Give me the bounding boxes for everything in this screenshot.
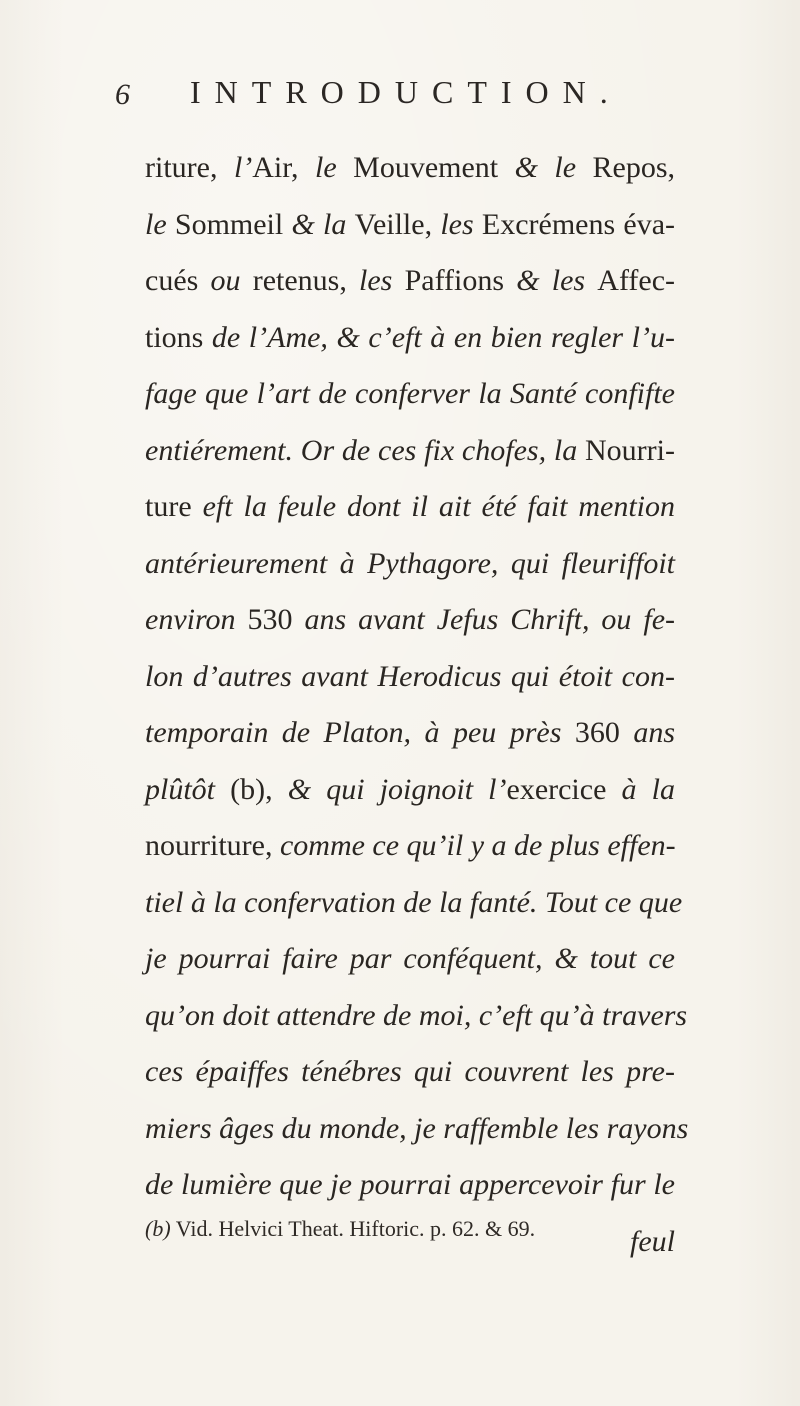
- text-segment: les: [359, 264, 405, 297]
- text-line: [145, 1101, 689, 1158]
- text-line: [145, 592, 675, 649]
- text-line: [145, 988, 688, 1045]
- footnote: [145, 1216, 535, 1242]
- text-segment: plûtôt: [145, 772, 231, 806]
- text-segment: entiérement. Or de ces fix chofes, la: [145, 433, 586, 467]
- text-segment: le: [315, 151, 354, 184]
- text-segment: retenus,: [252, 264, 360, 297]
- text-segment: ture: [145, 490, 203, 523]
- text-segment: nourriture,: [145, 829, 280, 862]
- text-segment: ces épaiffes ténébres qui couvrent les pre-: [145, 1055, 675, 1088]
- text-segment: je pourrai faire par conféquent, & tout ce: [145, 942, 675, 975]
- text-line: [145, 931, 675, 988]
- text-line: [145, 705, 675, 762]
- text-segment: miers âges du monde, je raffemble les rayons: [145, 1111, 689, 1145]
- text-line: [145, 197, 675, 254]
- text-segment: (b),: [230, 772, 288, 806]
- text-segment: qu’on doit attendre de moi, c’eft qu’à travers: [145, 998, 688, 1032]
- text-segment: de l’Ame, & c’eft à en bien regler l’u-: [211, 320, 675, 354]
- text-segment: le: [145, 207, 175, 241]
- text-line: [145, 536, 675, 593]
- text-segment: eft la feule dont il ait été fait mention: [202, 490, 675, 523]
- text-segment: 530: [247, 603, 305, 636]
- text-segment: lon d’autres avant Herodicus qui étoit con-: [145, 659, 675, 693]
- text-segment: Air,: [252, 151, 316, 184]
- text-segment: ou: [210, 264, 253, 297]
- footnote-text: Vid. Helvici Theat. Hiftoric. p. 62. & 69.: [170, 1216, 536, 1241]
- text-segment: & qui joignoit l’: [287, 772, 507, 806]
- text-segment: environ: [145, 603, 248, 636]
- text-segment: tions: [145, 320, 212, 354]
- page-header: [115, 70, 675, 120]
- text-segment: Veille,: [354, 207, 441, 241]
- text-line: [145, 479, 675, 536]
- text-segment: cués: [145, 264, 211, 297]
- text-line: [145, 1044, 675, 1101]
- text-segment: Repos,: [592, 151, 675, 184]
- text-line: [145, 1157, 675, 1214]
- text-segment: antérieurement à Pythagore, qui fleuriffoit: [145, 546, 675, 580]
- text-line: [145, 875, 683, 932]
- text-line: [145, 649, 675, 706]
- text-segment: Nourri-: [585, 433, 675, 467]
- text-line: [145, 423, 675, 480]
- footnote-marker: (b): [145, 1216, 171, 1241]
- text-segment: temporain de Platon, à peu près: [145, 716, 575, 749]
- text-segment: Affec-: [597, 264, 676, 297]
- text-segment: Excrémens éva-: [481, 207, 676, 241]
- text-line: [145, 140, 675, 197]
- text-segment: feul: [630, 1224, 675, 1258]
- text-segment: Mouvement: [353, 151, 515, 184]
- text-segment: fage que l’art de conferver la Santé confifte: [145, 377, 675, 410]
- text-segment: exercice: [506, 772, 622, 806]
- text-segment: & le: [514, 151, 593, 184]
- body-text: [145, 140, 689, 1270]
- text-segment: les: [440, 207, 482, 241]
- text-segment: ans avant Jefus Chrift, ou fe-: [304, 603, 675, 636]
- text-segment: Sommeil: [174, 207, 292, 241]
- text-line: [145, 366, 675, 423]
- text-line: [145, 253, 675, 310]
- text-segment: & les: [516, 264, 598, 297]
- text-segment: Paffions: [404, 264, 517, 297]
- text-segment: 360: [574, 716, 634, 749]
- text-segment: l’: [233, 151, 253, 184]
- text-line: [145, 762, 675, 819]
- text-segment: riture,: [145, 151, 234, 184]
- text-segment: de lumière que je pourrai appercevoir fur le: [145, 1168, 675, 1201]
- text-segment: & la: [291, 207, 355, 241]
- text-line: [145, 818, 675, 875]
- page-number: 6: [115, 78, 130, 111]
- running-head: INTRODUCTION.: [190, 74, 622, 110]
- text-segment: tiel à la confervation de la fanté. Tout ce que: [145, 885, 683, 919]
- text-segment: comme ce qu’il y a de plus effen-: [279, 829, 676, 862]
- text-segment: ans: [633, 716, 676, 749]
- text-line: [145, 310, 675, 367]
- text-segment: à la: [621, 772, 676, 806]
